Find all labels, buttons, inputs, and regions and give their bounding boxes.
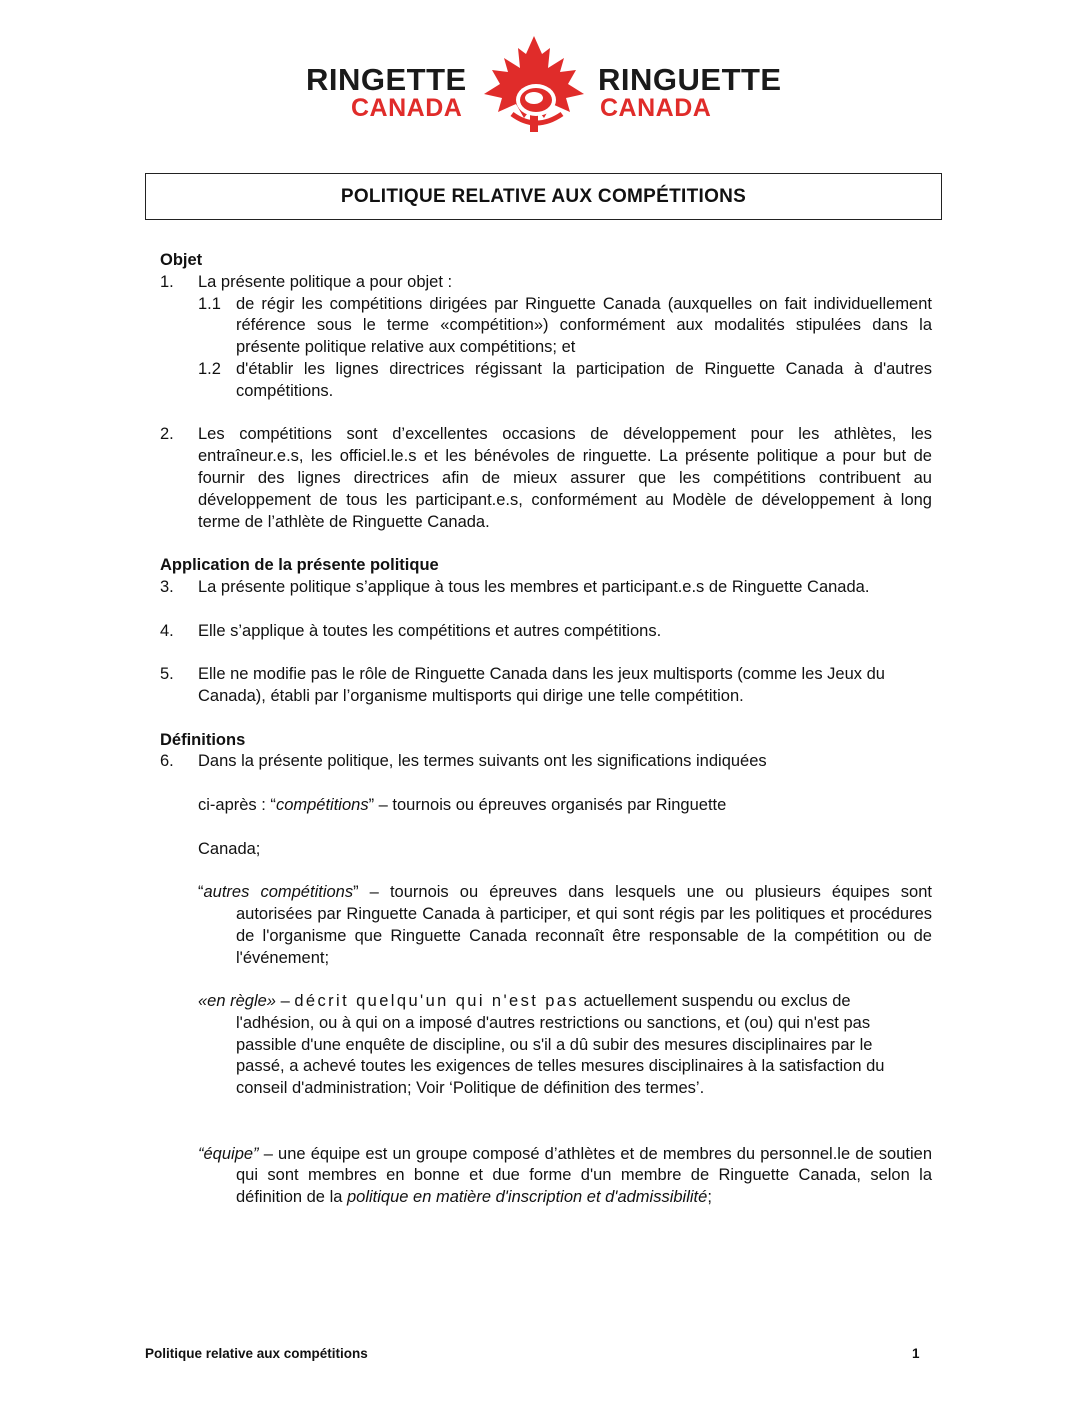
clause-text: Elle ne modifie pas le rôle de Ringuette Canada dans les jeux multisports (comme les Jeux du Canada), établi par l’organisme multisports qui dirige une telle compétition.	[198, 665, 885, 705]
definition-term: compétitions	[275, 795, 369, 814]
clause-number: 2.	[160, 425, 174, 444]
clause-4	[160, 621, 932, 643]
clause-6	[160, 751, 932, 773]
clause-number: 5.	[160, 665, 174, 684]
clause-text: La présente politique a pour objet :	[198, 272, 453, 291]
clause-number: 3.	[160, 577, 174, 596]
clause-1-2	[160, 359, 932, 403]
clause-number: 1.	[160, 272, 174, 291]
clause-text: Les compétitions sont d’excellentes occasions de développement pour les athlètes, les entraîneur.e.s, les officiel.le.s et les bénévoles de ringuette. La présente politique a pour but de fournir des lignes directrices afin de mieux assurer que les compétitions contribuent au développement de tous les participant.e.s, conformément au Modèle de développement à long terme de l’athlète de Ringuette Canada.	[198, 425, 932, 531]
clause-3	[160, 577, 932, 599]
definition-prefix: ci-après : “	[198, 795, 276, 814]
document-title: POLITIQUE RELATIVE AUX COMPÉTITIONS	[340, 185, 747, 207]
document-body	[160, 250, 932, 1209]
clause-number: 1.1	[198, 294, 221, 313]
heading-objet: Objet	[160, 251, 203, 269]
definition-text: ” – tournois ou épreuves dans lesquels une ou plusieurs équipes sont autorisées par Ringuette Canada à participer, et qui sont régis par les politiques et procédures de l'organisme que Ringuette Canada reconnaît être responsable de la compétition ou de l'événement;	[236, 883, 932, 967]
ringette-canada-logo	[300, 30, 790, 135]
clause-1-1	[160, 294, 932, 359]
definition-text: – une équipe est un groupe composé d’athlètes et de membres du personnel.le de soutien qui sont membres en bonne et due forme d'un membre de Ringuette Canada, selon la définition de la	[236, 1144, 932, 1207]
definition-term: «en règle»	[198, 992, 276, 1011]
definition-spaced-text: décrit quelqu'un qui n'est pas	[294, 992, 580, 1011]
clause-number: 1.2	[198, 359, 221, 378]
clause-text: de régir les compétitions dirigées par Ringuette Canada (auxquelles on fait individuellement référence sous le terme «compétition») conformément aux modalités stipulées dans la présente politique relative aux compétitions; et	[236, 294, 932, 357]
clause-text: Elle s’applique à toutes les compétitions et autres compétitions.	[198, 621, 662, 640]
logo-ringuette: RINGUETTE	[598, 62, 782, 97]
clause-text: Dans la présente politique, les termes suivants ont les significations indiquées	[198, 752, 767, 771]
policy-reference: politique en matière d'inscription et d'admissibilité	[347, 1188, 708, 1207]
page-number: 1	[912, 1346, 920, 1361]
definition-term: autres compétitions	[203, 883, 354, 902]
logo-canada-en: CANADA	[351, 94, 463, 122]
definition-equipe	[198, 1144, 932, 1209]
definition-open-quote: “	[198, 883, 204, 902]
clause-5	[160, 664, 932, 708]
definition-dash: –	[275, 992, 295, 1011]
definition-competitions	[198, 795, 932, 817]
logo-canada-fr: CANADA	[600, 94, 712, 122]
maple-leaf-ring-icon	[478, 34, 590, 134]
clause-2	[160, 424, 932, 533]
definition-text: ” – tournois ou épreuves organisés par Ringuette	[368, 795, 727, 814]
document-title-box	[145, 173, 942, 220]
definition-autres-competitions	[198, 882, 932, 969]
clause-text: d'établir les lignes directrices régissant la participation de Ringuette Canada à d'autres compétitions.	[236, 359, 932, 400]
footer-title: Politique relative aux compétitions	[145, 1346, 368, 1361]
definition-text: actuellement suspendu ou exclus de l'adhésion, ou à qui on a imposé d'autres restrictions ou sanctions, et (ou) qui n'est pas passible d'une enquête de discipline, ou s'il a dû subir des mesures disciplinaires par le passé, a achevé toutes les exigences de telles mesures disciplinaires à la satisfaction du conseil d'administration; Voir ‘Politique de définition des termes’.	[236, 992, 885, 1098]
definition-term: “équipe”	[198, 1144, 259, 1163]
clause-1	[160, 272, 932, 294]
logo-ringette: RINGETTE	[306, 62, 467, 97]
clause-number: 4.	[160, 621, 174, 640]
heading-definitions: Définitions	[160, 730, 246, 749]
definition-end: ;	[707, 1188, 712, 1207]
heading-application: Application de la présente politique	[160, 556, 439, 575]
clause-number: 6.	[160, 752, 174, 771]
definition-en-regle	[198, 991, 922, 1100]
definition-competitions-cont: Canada;	[198, 839, 261, 858]
clause-text: La présente politique s’applique à tous les membres et participant.e.s de Ringuette Canada.	[198, 577, 870, 596]
